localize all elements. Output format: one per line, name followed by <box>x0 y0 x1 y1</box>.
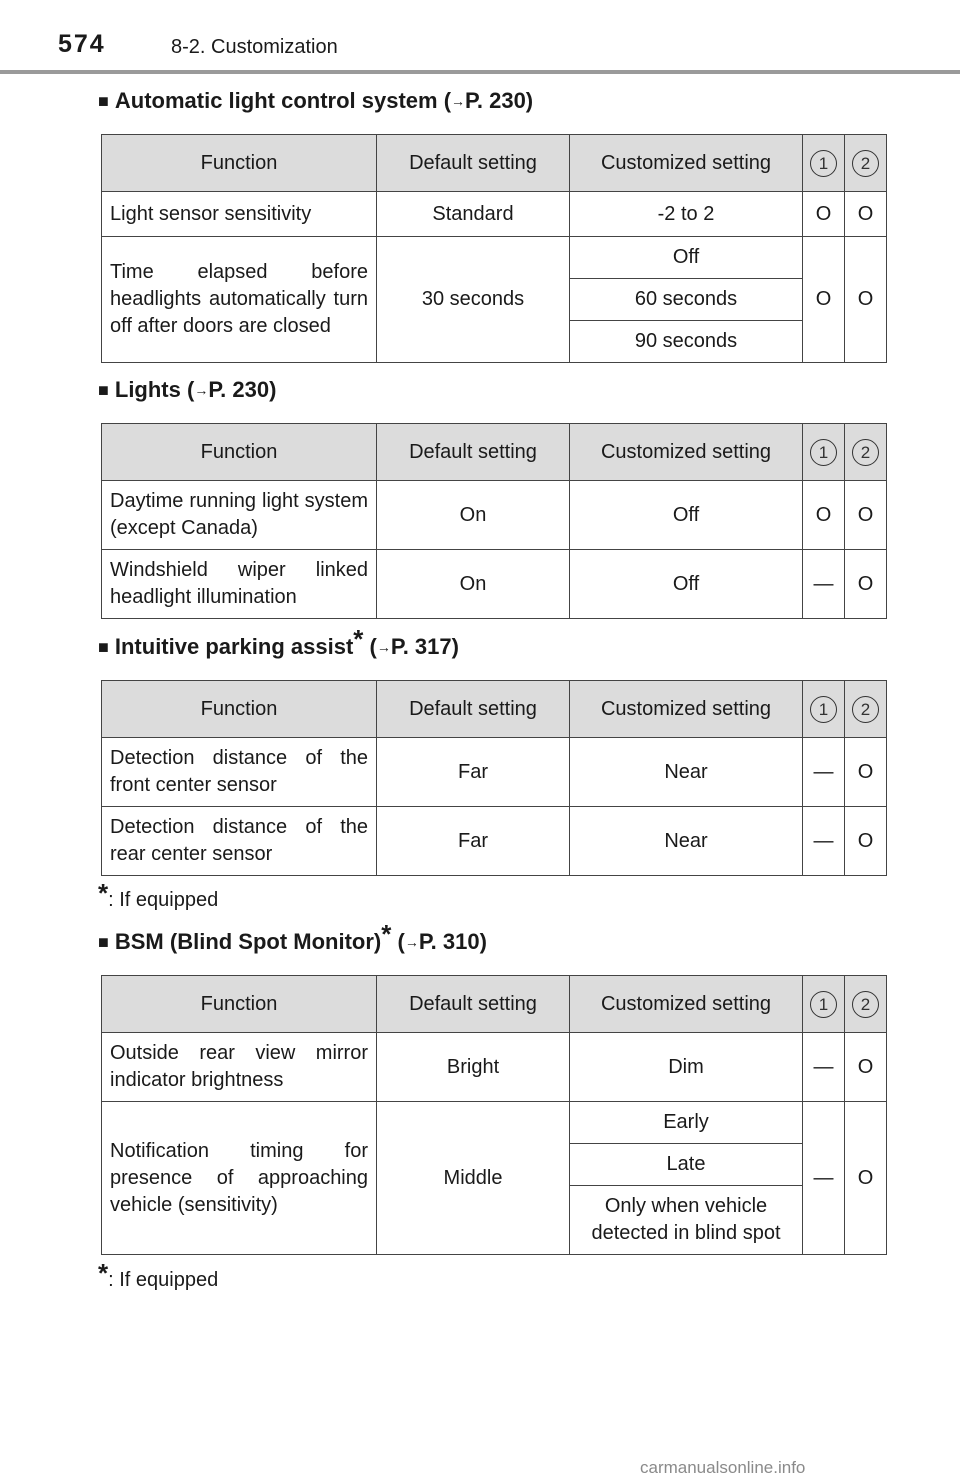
square-bullet-icon: ■ <box>98 380 109 400</box>
default-cell: 30 seconds <box>377 237 570 363</box>
asterisk-mark: * <box>98 1258 109 1288</box>
page-ref-link[interactable]: P. 310) <box>418 929 487 954</box>
heading-automatic-light-control <box>98 88 533 114</box>
custom-cell: Off <box>570 550 803 619</box>
mark-cell-2: O <box>845 1102 887 1255</box>
table-row <box>102 1102 887 1144</box>
table-row <box>102 550 887 619</box>
heading-text: Lights ( <box>114 377 195 402</box>
header-divider <box>0 70 960 74</box>
page-number: 574 <box>58 30 106 58</box>
arrow-right-icon: → <box>376 639 391 655</box>
header-default-setting: Default setting <box>377 976 570 1033</box>
custom-cell: -2 to 2 <box>570 192 803 237</box>
circled-number-1-icon: 1 <box>810 991 837 1018</box>
table-bsm <box>101 975 887 1255</box>
circled-number-2-icon: 2 <box>852 991 879 1018</box>
header-circle-1 <box>803 681 845 738</box>
table-header-row <box>102 976 887 1033</box>
header-circle-2 <box>845 424 887 481</box>
header-customized-setting: Customized setting <box>570 424 803 481</box>
mark-cell-1: — <box>803 807 845 876</box>
circled-number-1-icon: 1 <box>810 150 837 177</box>
header-circle-2 <box>845 135 887 192</box>
header-circle-2 <box>845 976 887 1033</box>
circled-number-1-icon: 1 <box>810 439 837 466</box>
asterisk-mark: * <box>381 919 392 949</box>
custom-cell: Off <box>570 237 803 279</box>
open-paren: ( <box>363 634 377 659</box>
default-cell: Bright <box>377 1033 570 1102</box>
header-function: Function <box>102 135 377 192</box>
header-function: Function <box>102 976 377 1033</box>
table-row <box>102 237 887 279</box>
circled-number-2-icon: 2 <box>852 150 879 177</box>
default-cell: Far <box>377 738 570 807</box>
heading-bsm <box>98 919 487 955</box>
table-row <box>102 807 887 876</box>
footnote-if-equipped <box>98 878 219 912</box>
mark-cell-1: — <box>803 550 845 619</box>
custom-cell: 60 seconds <box>570 279 803 321</box>
table-row <box>102 192 887 237</box>
custom-cell: 90 seconds <box>570 321 803 363</box>
asterisk-mark: * <box>98 878 109 908</box>
mark-cell-1: — <box>803 738 845 807</box>
default-cell: Far <box>377 807 570 876</box>
table-row <box>102 481 887 550</box>
header-default-setting: Default setting <box>377 424 570 481</box>
heading-intuitive-parking-assist <box>98 624 459 660</box>
mark-cell-2: O <box>845 807 887 876</box>
mark-cell-1: — <box>803 1033 845 1102</box>
arrow-right-icon: → <box>194 382 209 398</box>
header-customized-setting: Customized setting <box>570 976 803 1033</box>
heading-text: Intuitive parking assist <box>114 634 354 659</box>
heading-lights <box>98 377 276 403</box>
table-header-row <box>102 135 887 192</box>
default-cell: On <box>377 550 570 619</box>
custom-cell: Late <box>570 1144 803 1186</box>
header-function: Function <box>102 424 377 481</box>
table-header-row <box>102 424 887 481</box>
table-automatic-light-control <box>101 134 887 363</box>
square-bullet-icon: ■ <box>98 932 109 952</box>
table-header-row <box>102 681 887 738</box>
page-header <box>0 0 960 78</box>
page-ref-link[interactable]: P. 230) <box>465 88 534 113</box>
table-intuitive-parking-assist <box>101 680 887 876</box>
header-circle-1 <box>803 424 845 481</box>
default-cell: Middle <box>377 1102 570 1255</box>
mark-cell-2: O <box>845 192 887 237</box>
square-bullet-icon: ■ <box>98 91 109 111</box>
footnote-text: : If equipped <box>108 889 219 911</box>
function-cell: Notification timing for presence of approaching vehicle (sensitivity) <box>102 1102 377 1255</box>
mark-cell-2: O <box>845 1033 887 1102</box>
custom-cell: Off <box>570 481 803 550</box>
circled-number-1-icon: 1 <box>810 696 837 723</box>
header-circle-1 <box>803 135 845 192</box>
function-cell: Light sensor sensitivity <box>102 192 377 237</box>
mark-cell-1: O <box>803 237 845 363</box>
function-cell: Time elapsed before headlights automatically turn off after doors are closed <box>102 237 377 363</box>
footnote-if-equipped <box>98 1258 219 1292</box>
section-title: 8-2. Customization <box>171 36 338 58</box>
mark-cell-1: — <box>803 1102 845 1255</box>
mark-cell-1: O <box>803 481 845 550</box>
mark-cell-2: O <box>845 738 887 807</box>
mark-cell-2: O <box>845 481 887 550</box>
header-customized-setting: Customized setting <box>570 681 803 738</box>
header-default-setting: Default setting <box>377 681 570 738</box>
watermark: carmanualsonline.info <box>640 1458 806 1477</box>
open-paren: ( <box>391 929 405 954</box>
default-cell: Standard <box>377 192 570 237</box>
mark-cell-1: O <box>803 192 845 237</box>
header-customized-setting: Customized setting <box>570 135 803 192</box>
heading-text: Automatic light control system ( <box>114 88 452 113</box>
function-cell: Detection distance of the rear center sensor <box>102 807 377 876</box>
page-ref-link[interactable]: P. 317) <box>390 634 459 659</box>
default-cell: On <box>377 481 570 550</box>
function-cell: Detection distance of the front center sensor <box>102 738 377 807</box>
footnote-text: : If equipped <box>108 1269 219 1291</box>
heading-text: BSM (Blind Spot Monitor) <box>114 929 382 954</box>
function-cell: Outside rear view mirror indicator brightness <box>102 1033 377 1102</box>
arrow-right-icon: → <box>404 934 419 950</box>
mark-cell-2: O <box>845 550 887 619</box>
custom-cell: Dim <box>570 1033 803 1102</box>
custom-cell: Near <box>570 807 803 876</box>
function-cell: Daytime running light system (except Canada) <box>102 481 377 550</box>
circled-number-2-icon: 2 <box>852 696 879 723</box>
custom-cell: Early <box>570 1102 803 1144</box>
table-lights <box>101 423 887 619</box>
square-bullet-icon: ■ <box>98 637 109 657</box>
function-cell: Windshield wiper linked headlight illumination <box>102 550 377 619</box>
custom-cell: Near <box>570 738 803 807</box>
header-default-setting: Default setting <box>377 135 570 192</box>
header-function: Function <box>102 681 377 738</box>
page-ref-link[interactable]: P. 230) <box>208 377 277 402</box>
custom-cell: Only when vehicle detected in blind spot <box>570 1186 803 1255</box>
circled-number-2-icon: 2 <box>852 439 879 466</box>
mark-cell-2: O <box>845 237 887 363</box>
header-circle-2 <box>845 681 887 738</box>
header-circle-1 <box>803 976 845 1033</box>
asterisk-mark: * <box>353 624 364 654</box>
table-row <box>102 1033 887 1102</box>
table-row <box>102 738 887 807</box>
arrow-right-icon: → <box>451 93 466 109</box>
